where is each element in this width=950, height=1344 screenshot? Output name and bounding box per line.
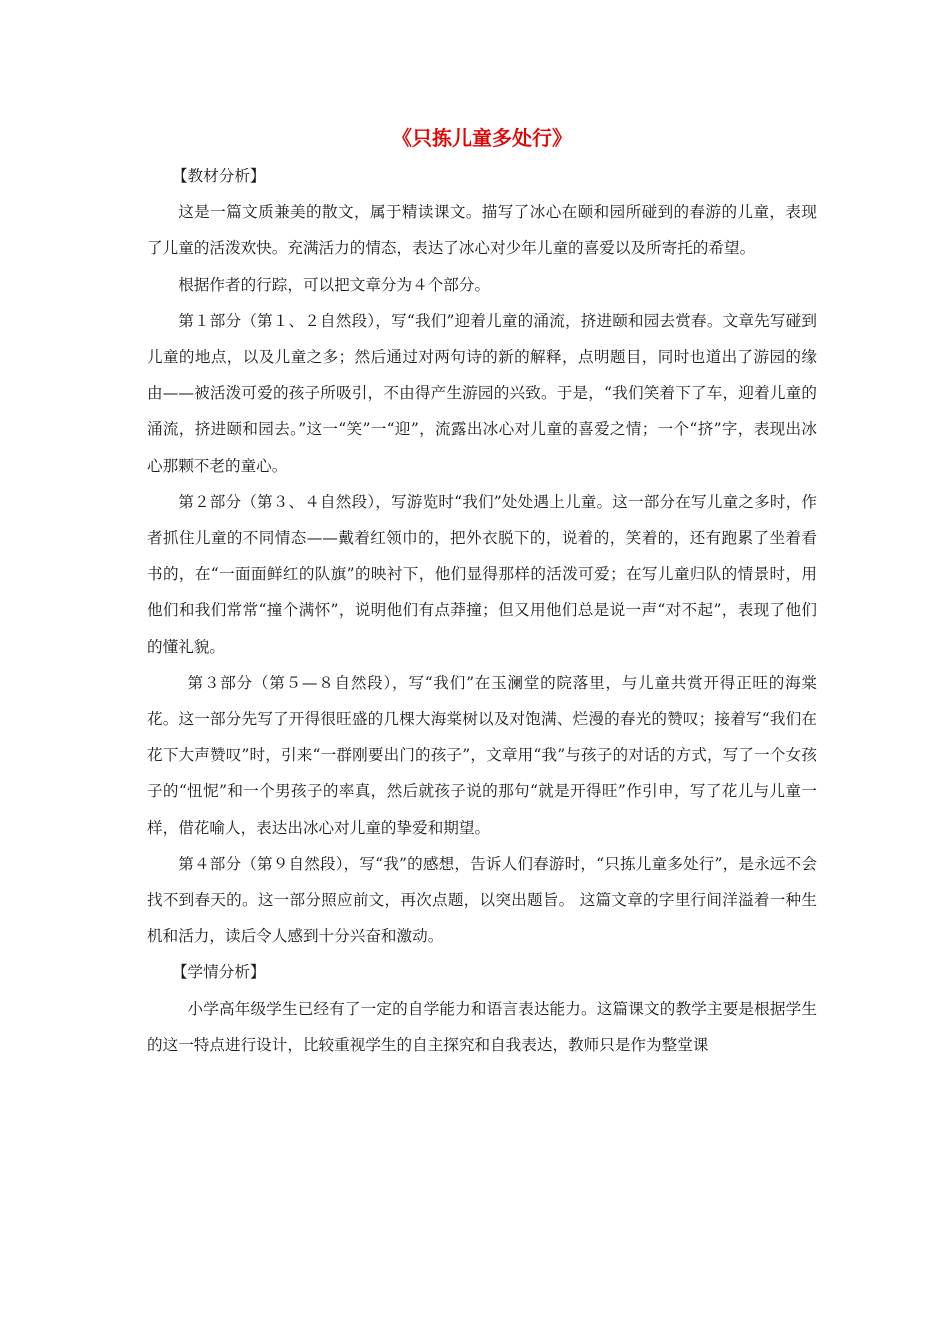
paragraph-part-4: 第４部分（第９自然段），写“我”的感想，告诉人们春游时，“只拣儿童多处行”，是永远不会找不到春天的。这一部分照应前文，再次点题，以突出题旨。 这篇文章的字里行间洋溢着一种生机和活力，读后令人感到十分兴奋和激动。 xyxy=(147,854,817,946)
paragraph-part-3: 第３部分（第５—８自然段），写“我们”在玉澜堂的院落里，与儿童共赏开得正旺的海棠花。这一部分先写了开得很旺盛的几棵大海棠树以及对饱满、烂漫的春光的赞叹；接着写“我们在花下大声赞叹”时，引来“一群刚要出门的孩子”，文章用“我”与孩子的对话的方式，写了一个女孩子的“忸怩”和一个男孩子的率真，然后就孩子说的那句“就是开得旺”作引申，写了花儿与儿童一样，借花喻人，表达出冰心对儿童的挚爱和期望。 xyxy=(147,673,817,837)
paragraph-part-1: 第１部分（第１、２自然段），写“我们”迎着儿童的涌流，挤进颐和园去赏春。文章先写碰到儿童的地点，以及儿童之多；然后通过对两句诗的新的解释，点明题目，同时也道出了游园的缘由——被活泼可爱的孩子所吸引，不由得产生游园的兴致。于是，“我们笑着下了车，迎着儿童的涌流，挤进颐和园去。”这一“笑”一“迎”，流露出冰心对儿童的喜爱之情；一个“挤”字，表现出冰心那颗不老的童心。 xyxy=(147,311,817,475)
section-heading-student-analysis: 【学情分析】 xyxy=(171,963,266,982)
section-heading-textbook-analysis: 【教材分析】 xyxy=(171,167,266,185)
paragraph-intro: 这是一篇文质兼美的散文，属于精读课文。描写了冰心在颐和园所碰到的春游的儿童，表现了儿童的活泼欢快。充满活力的情态，表达了冰心对少年儿童的喜爱以及所寄托的希望。 xyxy=(147,203,817,258)
paragraph-structure: 根据作者的行踪，可以把文章分为４个部分。 xyxy=(178,275,491,294)
document-body xyxy=(147,158,817,1063)
paragraph-student-analysis: 小学高年级学生已经有了一定的自学能力和语言表达能力。这篇课文的教学主要是根据学生的这一特点进行设计，比较重视学生的自主探究和自我表达，教师只是作为整堂课 xyxy=(147,999,817,1054)
document-title: 《只拣儿童多处行》 xyxy=(392,126,572,150)
paragraph-part-2: 第２部分（第３、４自然段），写游览时“我们”处处遇上儿童。这一部分在写儿童之多时，作者抓住儿童的不同情态——戴着红领巾的，把外衣脱下的，说着的，笑着的，还有跑累了坐着看书的，在“一面面鲜红的队旗”的映衬下，他们显得那样的活泼可爱；在写儿童归队的情景时，用他们和我们常常“撞个满怀”，说明他们有点莽撞；但又用他们总是说一声“对不起”，表现了他们的懂礼貌。 xyxy=(147,492,817,656)
